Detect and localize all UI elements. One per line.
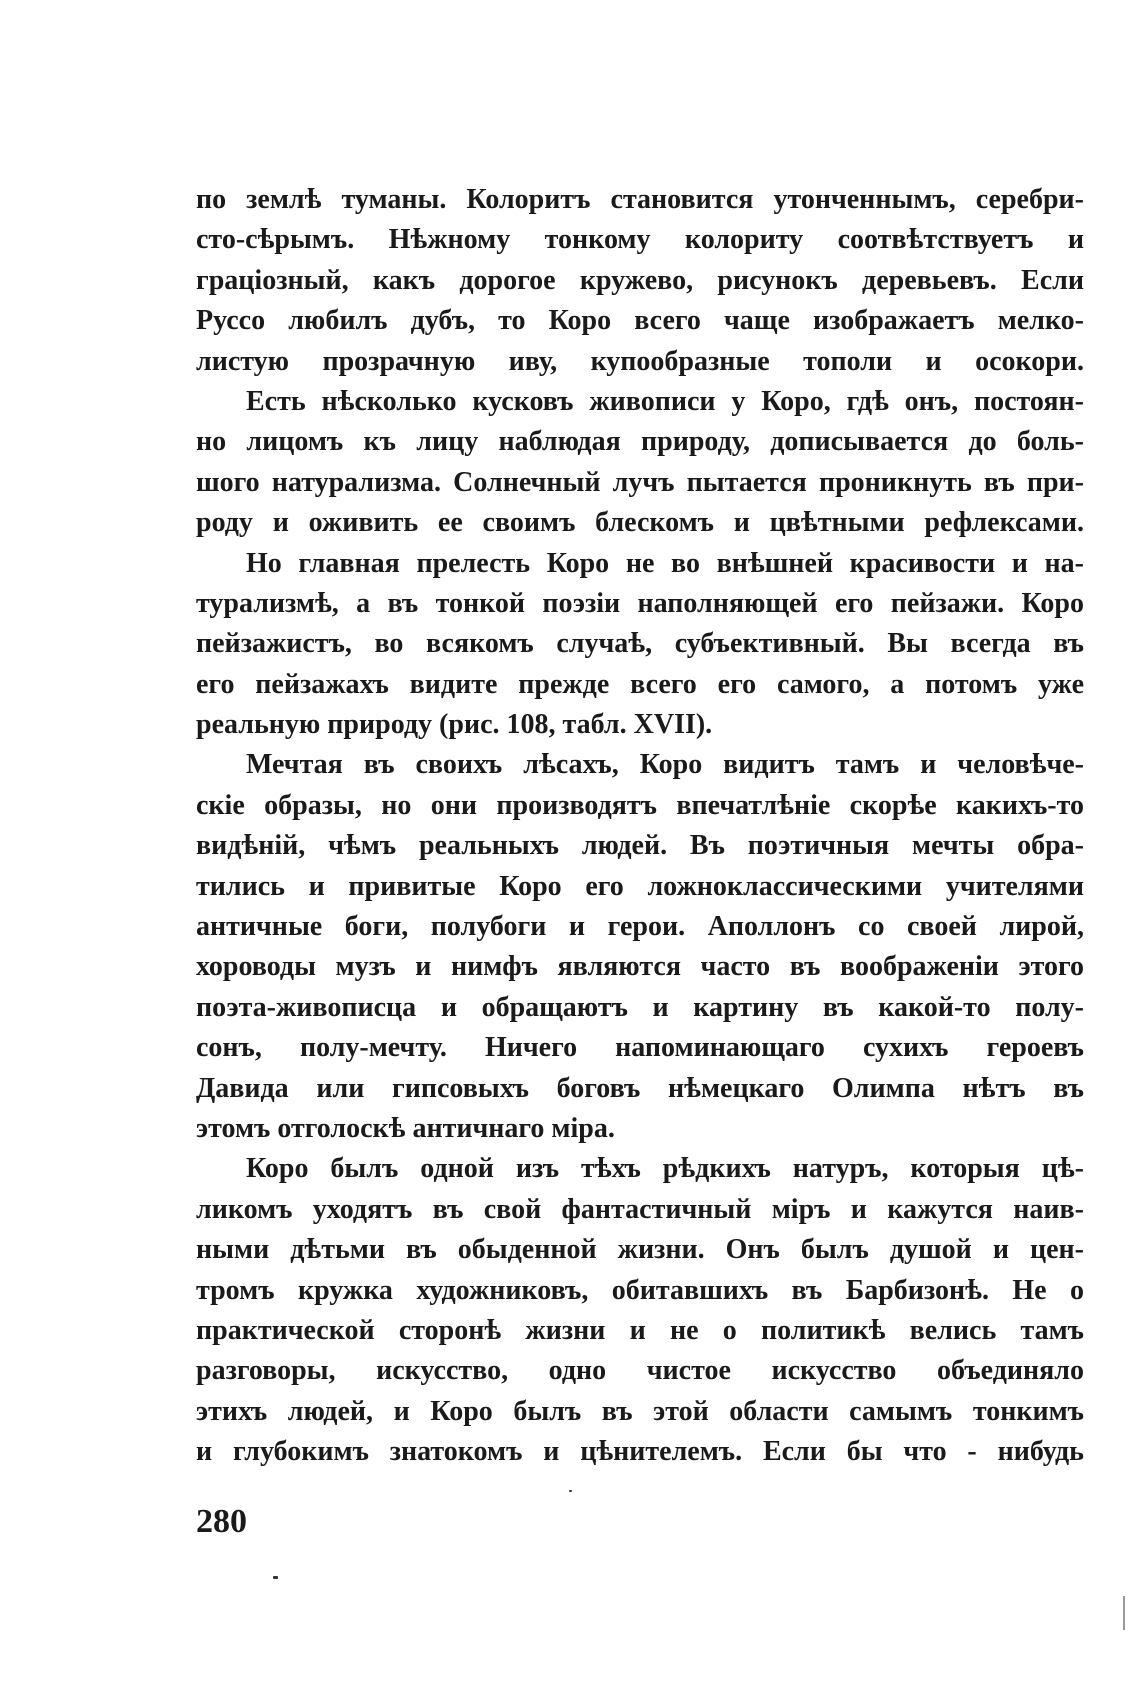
scan-edge-mark bbox=[1123, 1596, 1125, 1630]
paragraph-start-line: Но главная прелесть Коро не во внѣшней красивости и на- bbox=[246, 547, 1084, 579]
text-line: ными дѣтьми въ обыденной жизни. Онъ былъ душой и цен- bbox=[196, 1234, 1084, 1266]
text-line: и глубокимъ знатокомъ и цѣнителемъ. Если бы что - нибудь bbox=[196, 1436, 1084, 1468]
text-line: видѣній, чѣмъ реальныхъ людей. Въ поэтичныя мечты обра- bbox=[196, 830, 1084, 862]
text-line: хороводы музъ и нимфъ являются часто въ воображеніи этого bbox=[196, 951, 1084, 983]
text-line: тились и привитые Коро его ложноклассическими учителями bbox=[196, 870, 1084, 902]
paragraph-start-line: Мечтая въ своихъ лѣсахъ, Коро видитъ тамъ и человѣче- bbox=[246, 749, 1084, 781]
paragraph-end-line: этомъ отголоскѣ античнаго міра. bbox=[196, 1112, 615, 1144]
text-line: этихъ людей, и Коро былъ въ этой области самымъ тонкимъ bbox=[196, 1395, 1084, 1427]
print-speck bbox=[569, 1490, 572, 1492]
text-line: пейзажистъ, во всякомъ случаѣ, субъективный. Вы всегда въ bbox=[196, 628, 1084, 660]
text-line: роду и оживить ее своимъ блескомъ и цвѣтными рефлексами. bbox=[196, 507, 1084, 539]
text-line: его пейзажахъ видите прежде всего его самого, а потомъ уже bbox=[196, 668, 1084, 700]
text-line: ликомъ уходятъ въ свой фантастичный міръ и кажутся наив- bbox=[196, 1193, 1084, 1225]
text-line: поэта-живописца и обращаютъ и картину въ какой-то полу- bbox=[196, 991, 1084, 1023]
text-line: сто-сѣрымъ. Нѣжному тонкому колориту соотвѣтствуетъ и bbox=[196, 224, 1084, 256]
page-body-text bbox=[196, 180, 1084, 1473]
print-speck bbox=[273, 1576, 278, 1579]
text-line: но лицомъ къ лицу наблюдая природу, дописывается до боль- bbox=[196, 426, 1084, 458]
text-line: разговоры, искусство, одно чистое искусство объединяло bbox=[196, 1355, 1084, 1387]
text-line: скіе образы, но они производятъ впечатлѣніе скорѣе какихъ-то bbox=[196, 789, 1084, 821]
text-line: граціозный, какъ дорогое кружево, рисунокъ деревьевъ. Если bbox=[196, 264, 1084, 296]
text-line: листую прозрачную иву, купообразные тополи и осокори. bbox=[196, 345, 1084, 377]
paragraph-start-line: Коро былъ одной изъ тѣхъ рѣдкихъ натуръ, которыя цѣ- bbox=[246, 1153, 1084, 1185]
text-line: сонъ, полу-мечту. Ничего напоминающаго сухихъ героевъ bbox=[196, 1032, 1084, 1064]
page-number: 280 bbox=[196, 1503, 247, 1540]
paragraph-end-line: реальную природу (рис. 108, табл. XVII). bbox=[196, 709, 713, 741]
text-line: античные боги, полубоги и герои. Аполлонъ со своей лирой, bbox=[196, 911, 1084, 943]
text-line: практической сторонѣ жизни и не о политикѣ велись тамъ bbox=[196, 1314, 1084, 1346]
text-line: тромъ кружка художниковъ, обитавшихъ въ Барбизонѣ. Не о bbox=[196, 1274, 1084, 1306]
text-line: шого натурализма. Солнечный лучъ пытается проникнуть въ при- bbox=[196, 466, 1084, 498]
text-line: по землѣ туманы. Колоритъ становится утонченнымъ, серебри- bbox=[196, 184, 1084, 215]
text-line: Руссо любилъ дубъ, то Коро всего чаще изображаетъ мелко- bbox=[196, 305, 1084, 337]
text-line: турализмѣ, а въ тонкой поэзіи наполняющей его пейзажи. Коро bbox=[196, 587, 1084, 619]
text-line: Давида или гипсовыхъ боговъ нѣмецкаго Олимпа нѣтъ въ bbox=[196, 1072, 1084, 1104]
paragraph-start-line: Есть нѣсколько кусковъ живописи у Коро, гдѣ онъ, постоян- bbox=[246, 385, 1084, 417]
